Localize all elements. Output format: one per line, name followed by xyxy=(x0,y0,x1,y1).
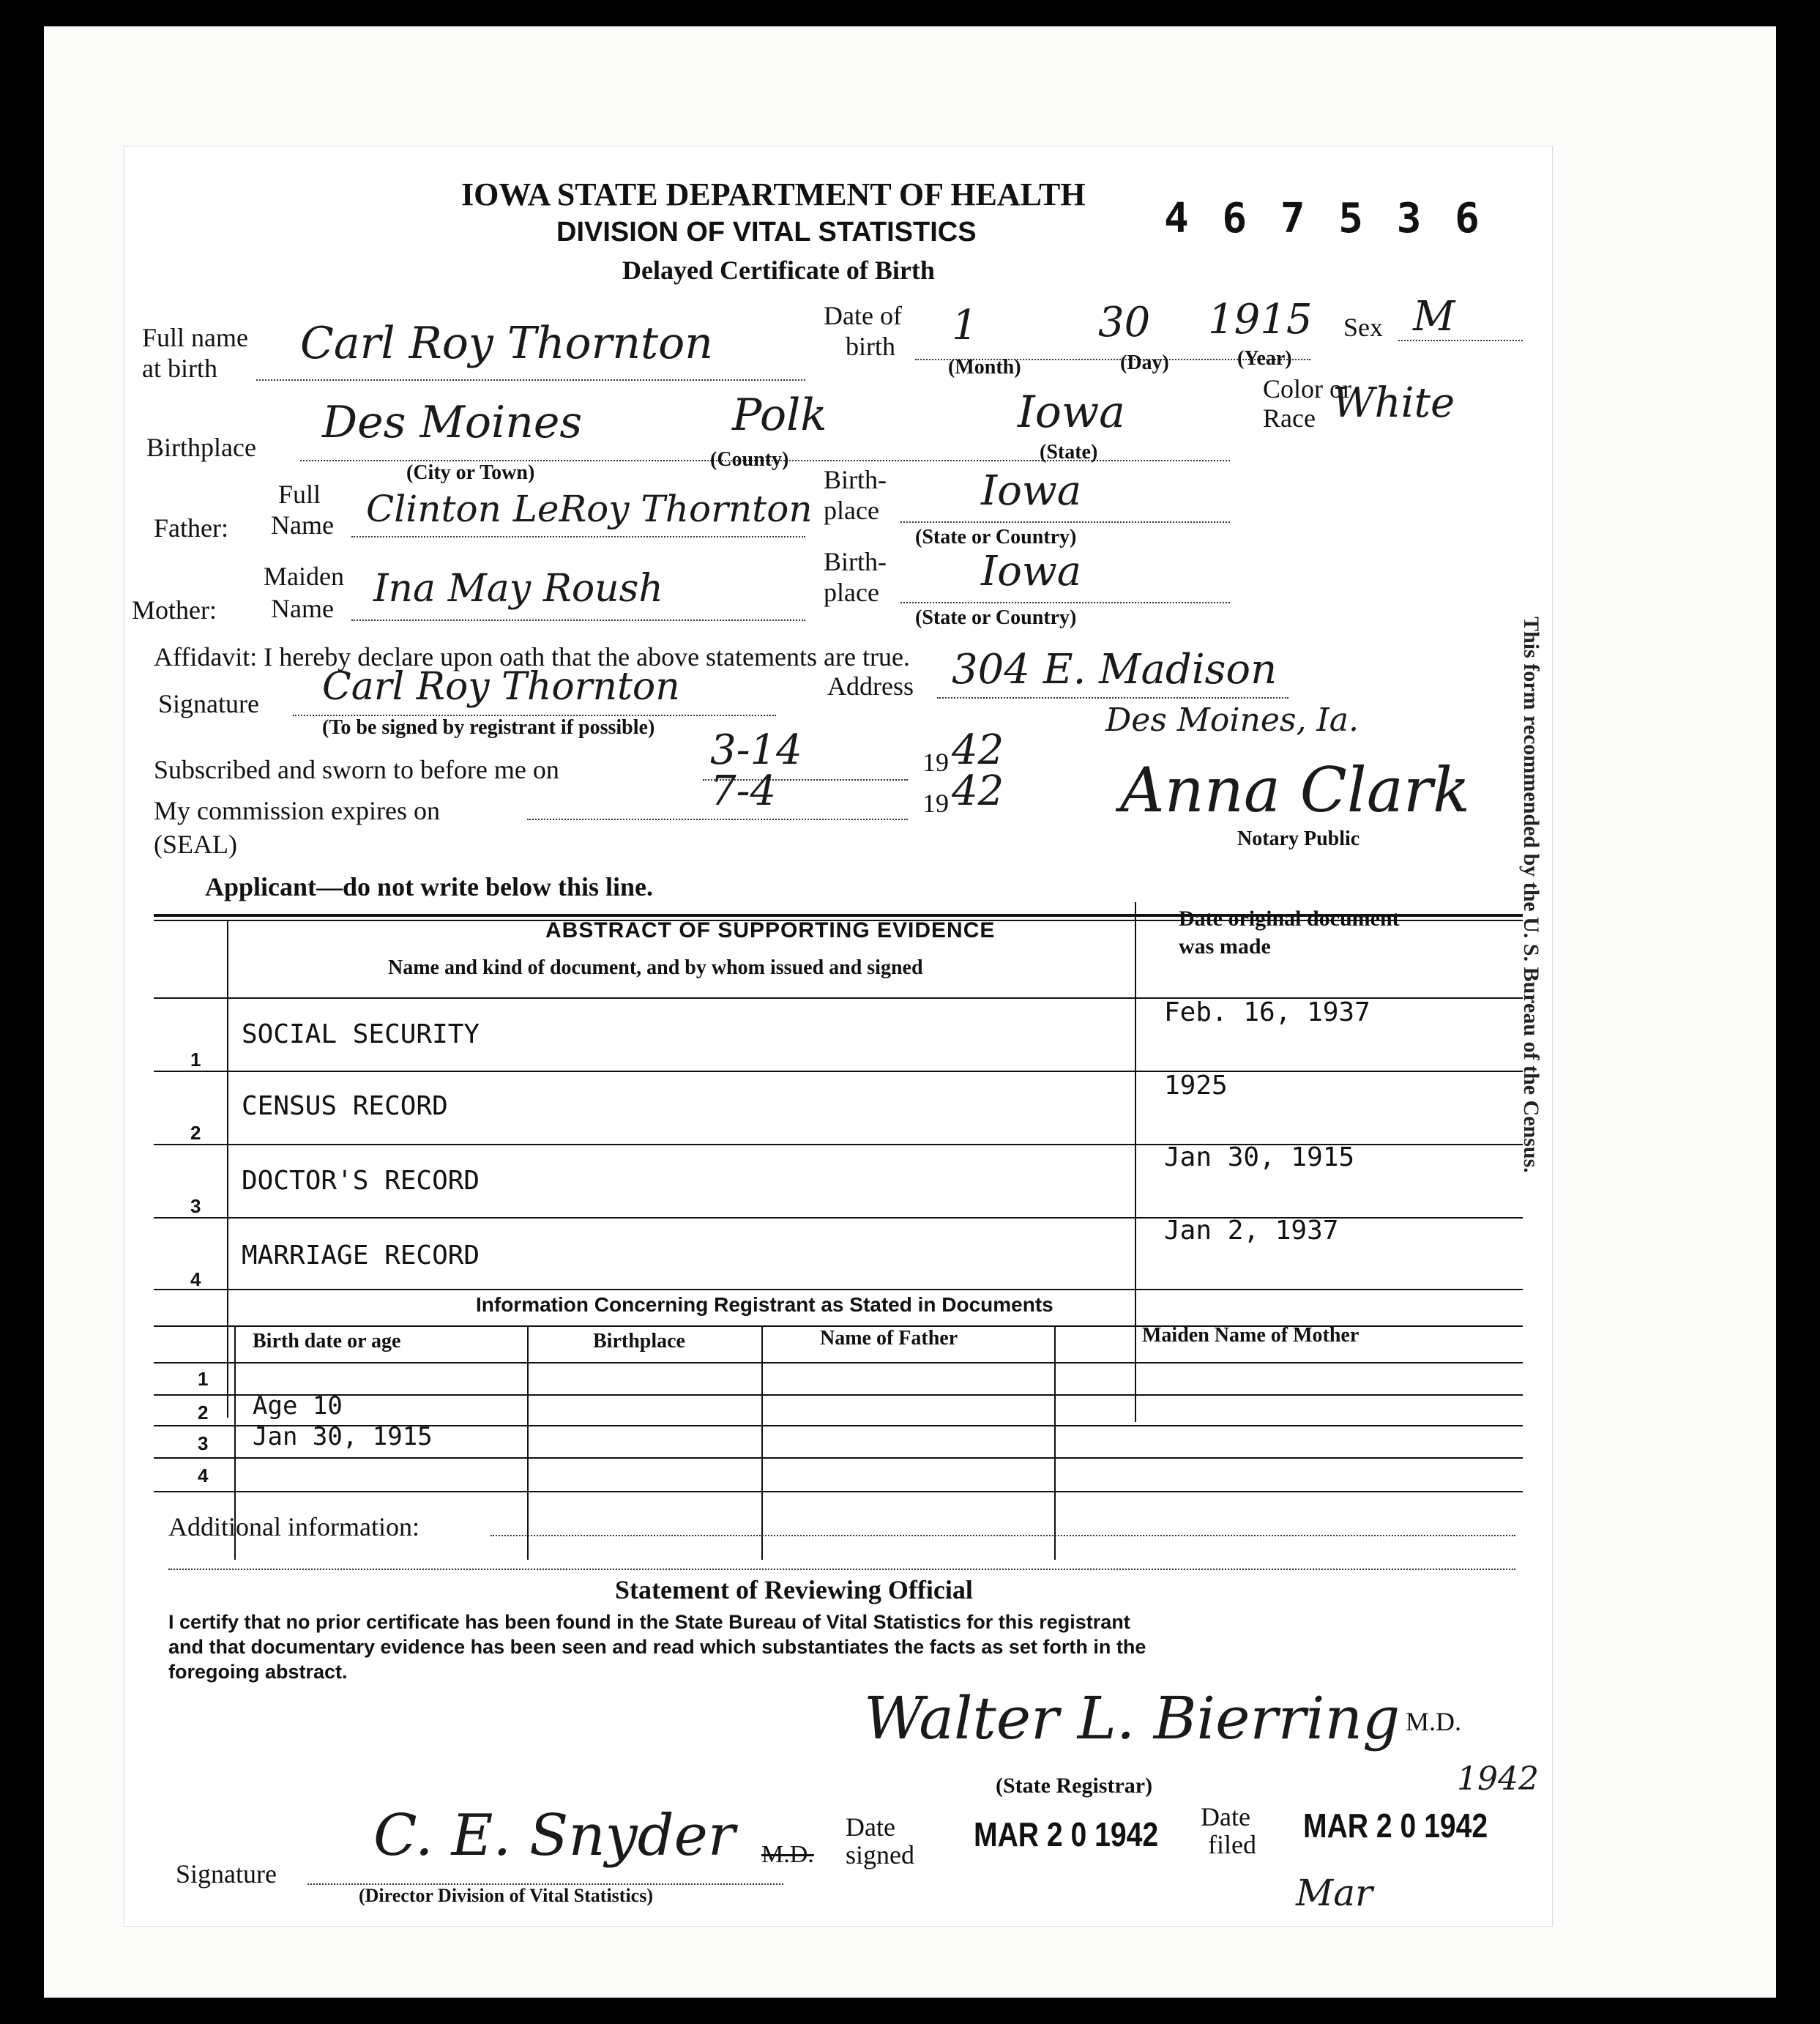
evidence-row-number: 4 xyxy=(190,1268,201,1290)
info-row-number: 3 xyxy=(198,1432,209,1454)
evidence-col-divider-1 xyxy=(227,920,228,1418)
father-state-caption: (State or Country) xyxy=(915,526,1077,548)
state-caption: (State) xyxy=(1040,441,1098,464)
address-value-2: Des Moines, Ia. xyxy=(1105,702,1360,739)
mother-birthplace-value: Iowa xyxy=(981,548,1082,595)
commission-line xyxy=(527,819,908,820)
birthplace-label: Birthplace xyxy=(146,433,256,462)
evidence-subtitle: Name and kind of document, and by whom issued and signed xyxy=(388,956,923,979)
info-birth: Jan 30, 1915 xyxy=(253,1422,433,1451)
color-label-2: Race xyxy=(1263,403,1316,433)
sex-label: Sex xyxy=(1343,313,1383,342)
info-title: Information Concerning Registrant as Stated in Documents xyxy=(476,1293,1053,1316)
mother-birth-label-2: place xyxy=(824,578,879,607)
info-header-mother: Maiden Name of Mother xyxy=(1142,1324,1360,1347)
census-side-note: This form recommended by the U. S. Bureau of the Census. xyxy=(1519,617,1543,1173)
month-caption: (Month) xyxy=(948,356,1021,379)
date-signed-label-2: signed xyxy=(846,1840,914,1869)
mother-birth-label-1: Birth- xyxy=(824,547,887,576)
birth-state-value: Iowa xyxy=(1018,387,1125,438)
evidence-row-number: 3 xyxy=(190,1195,201,1217)
info-row-number: 2 xyxy=(198,1402,209,1424)
date-of-label-1: Date of xyxy=(824,301,902,330)
info-header-birthplace: Birthplace xyxy=(593,1330,685,1353)
full-name-label-2: at birth xyxy=(142,354,217,383)
commission-date-value: 7-4 xyxy=(710,767,777,815)
father-birth-label-1: Birth- xyxy=(824,465,887,494)
date-signed-label-1: Date xyxy=(846,1812,895,1842)
info-col-4 xyxy=(1054,1325,1056,1560)
date-filed-label-2: filed xyxy=(1208,1830,1256,1859)
registrar-signature: Walter L. Bierring xyxy=(864,1684,1401,1752)
father-birth-label-2: place xyxy=(824,496,879,525)
date-filed-label-1: Date xyxy=(1201,1802,1250,1831)
mother-name-value: Ina May Roush xyxy=(373,567,663,611)
seal-label: (SEAL) xyxy=(154,830,237,859)
birth-month-value: 1 xyxy=(952,302,978,349)
evidence-title: ABSTRACT OF SUPPORTING EVIDENCE xyxy=(545,918,996,942)
certificate-title: Delayed Certificate of Birth xyxy=(622,256,935,285)
mother-birthplace-line xyxy=(900,602,1230,603)
year-caption: (Year) xyxy=(1237,347,1292,370)
commission-label: My commission expires on xyxy=(154,796,440,825)
registrar-md: M.D. xyxy=(1406,1707,1462,1736)
race-value: White xyxy=(1332,379,1455,427)
mother-state-caption: (State or Country) xyxy=(915,606,1077,629)
info-header-birth: Birth date or age xyxy=(253,1330,401,1353)
city-caption: (City or Town) xyxy=(406,461,535,484)
evidence-col-divider-2 xyxy=(1135,902,1136,1422)
color-label-1: Color or xyxy=(1263,374,1351,403)
evidence-row-rule xyxy=(154,1071,1523,1072)
evidence-doc: CENSUS RECORD xyxy=(242,1091,448,1121)
mother-name-line xyxy=(351,620,805,621)
day-caption: (Day) xyxy=(1120,351,1169,374)
evidence-date: 1925 xyxy=(1164,1071,1228,1101)
info-birth: Age 10 xyxy=(253,1391,343,1421)
info-header-father: Name of Father xyxy=(820,1327,958,1350)
info-row-number: 4 xyxy=(198,1465,209,1487)
commission-year-prefix: 19 xyxy=(922,789,949,818)
registrant-signature: Carl Roy Thornton xyxy=(322,665,680,709)
full-name-line xyxy=(256,379,805,381)
applicant-notice: Applicant—do not write below this line. xyxy=(205,872,654,901)
statement-title: Statement of Reviewing Official xyxy=(615,1575,973,1604)
statement-line-3: foregoing abstract. xyxy=(168,1661,348,1683)
evidence-row-number: 2 xyxy=(190,1122,201,1144)
director-caption: (Director Division of Vital Statistics) xyxy=(359,1885,653,1906)
registrar-caption: (State Registrar) xyxy=(996,1774,1153,1798)
evidence-date: Jan 2, 1937 xyxy=(1164,1216,1339,1246)
additional-info-line-1 xyxy=(491,1535,1515,1536)
father-label: Father: xyxy=(154,513,228,543)
statement-line-1: I certify that no prior certificate has been found in the State Bureau of Vital Statistics for this registrant xyxy=(168,1611,1130,1633)
father-name-value: Clinton LeRoy Thornton xyxy=(366,488,813,530)
notary-signature: Anna Clark xyxy=(1120,754,1470,826)
birth-certificate xyxy=(124,146,1552,1926)
sex-value: M xyxy=(1413,293,1455,341)
father-birthplace-value: Iowa xyxy=(981,467,1082,515)
division-title: DIVISION OF VITAL STATISTICS xyxy=(556,217,977,248)
director-signature: C. E. Snyder xyxy=(373,1803,736,1869)
info-row-rule xyxy=(154,1457,1523,1459)
affidavit-text: Affidavit: I hereby declare upon oath that the above statements are true. xyxy=(154,642,910,671)
signature-label: Signature xyxy=(158,689,259,718)
sworn-year-value: 42 xyxy=(952,726,1004,774)
sworn-year-prefix: 19 xyxy=(922,748,949,777)
full-name-value: Carl Roy Thornton xyxy=(300,318,713,369)
birth-county-value: Polk xyxy=(732,390,827,441)
father-birthplace-line xyxy=(900,521,1230,523)
address-value-1: 304 E. Madison xyxy=(952,646,1278,693)
date-header-2: was made xyxy=(1179,934,1271,959)
additional-info-line-2 xyxy=(168,1569,1515,1570)
birth-city-value: Des Moines xyxy=(322,397,583,448)
certificate-number: 4 6 7 5 3 6 xyxy=(1164,195,1484,242)
date-of-label-2: birth xyxy=(846,332,895,361)
handwritten-initials: Mar xyxy=(1296,1872,1373,1914)
additional-info-label: Additional information: xyxy=(168,1512,419,1541)
info-col-3 xyxy=(761,1325,763,1560)
address-line xyxy=(937,697,1288,699)
info-header-rule xyxy=(154,1362,1523,1363)
address-label: Address xyxy=(827,671,914,701)
father-full-label: Full xyxy=(278,480,321,509)
full-name-label-1: Full name xyxy=(142,323,248,352)
notary-public-label: Notary Public xyxy=(1237,827,1360,850)
statement-line-2: and that documentary evidence has been seen and read which substantiates the facts as set forth in the xyxy=(168,1636,1146,1658)
evidence-date: Jan 30, 1915 xyxy=(1164,1142,1355,1172)
birth-day-value: 30 xyxy=(1098,299,1151,346)
signed-by-caption: (To be signed by registrant if possible) xyxy=(322,716,655,739)
birth-year-value: 1915 xyxy=(1208,296,1313,343)
mother-label: Mother: xyxy=(132,595,217,625)
director-md: M.D. xyxy=(761,1841,814,1868)
father-name-line xyxy=(351,536,805,537)
evidence-doc: SOCIAL SECURITY xyxy=(242,1019,480,1049)
county-caption: (County) xyxy=(710,448,789,471)
department-title: IOWA STATE DEPARTMENT OF HEALTH xyxy=(461,176,1086,212)
commission-year-value: 42 xyxy=(952,767,1004,815)
handwritten-year: 1942 xyxy=(1457,1760,1539,1798)
evidence-doc: DOCTOR'S RECORD xyxy=(242,1166,480,1196)
evidence-date: Feb. 16, 1937 xyxy=(1164,997,1370,1027)
date-filed-stamp: MAR 2 0 1942 xyxy=(1303,1807,1488,1845)
subscribed-label: Subscribed and sworn to before me on xyxy=(154,755,559,784)
info-bottom-rule xyxy=(154,1491,1523,1492)
mother-maiden-label: Maiden xyxy=(264,562,344,591)
director-signature-label: Signature xyxy=(176,1859,277,1889)
evidence-bottom-rule xyxy=(154,1289,1523,1290)
date-header-1: Date original document xyxy=(1179,907,1400,931)
father-name-label: Name xyxy=(271,510,334,540)
info-row-rule xyxy=(154,1394,1523,1396)
mother-name-label: Name xyxy=(271,594,334,623)
info-col-2 xyxy=(527,1325,529,1560)
date-signed-stamp: MAR 2 0 1942 xyxy=(974,1815,1159,1853)
sworn-date-value: 3-14 xyxy=(710,726,802,774)
info-row-number: 1 xyxy=(198,1368,209,1390)
evidence-doc: MARRIAGE RECORD xyxy=(242,1240,480,1270)
evidence-row-number: 1 xyxy=(190,1049,201,1071)
